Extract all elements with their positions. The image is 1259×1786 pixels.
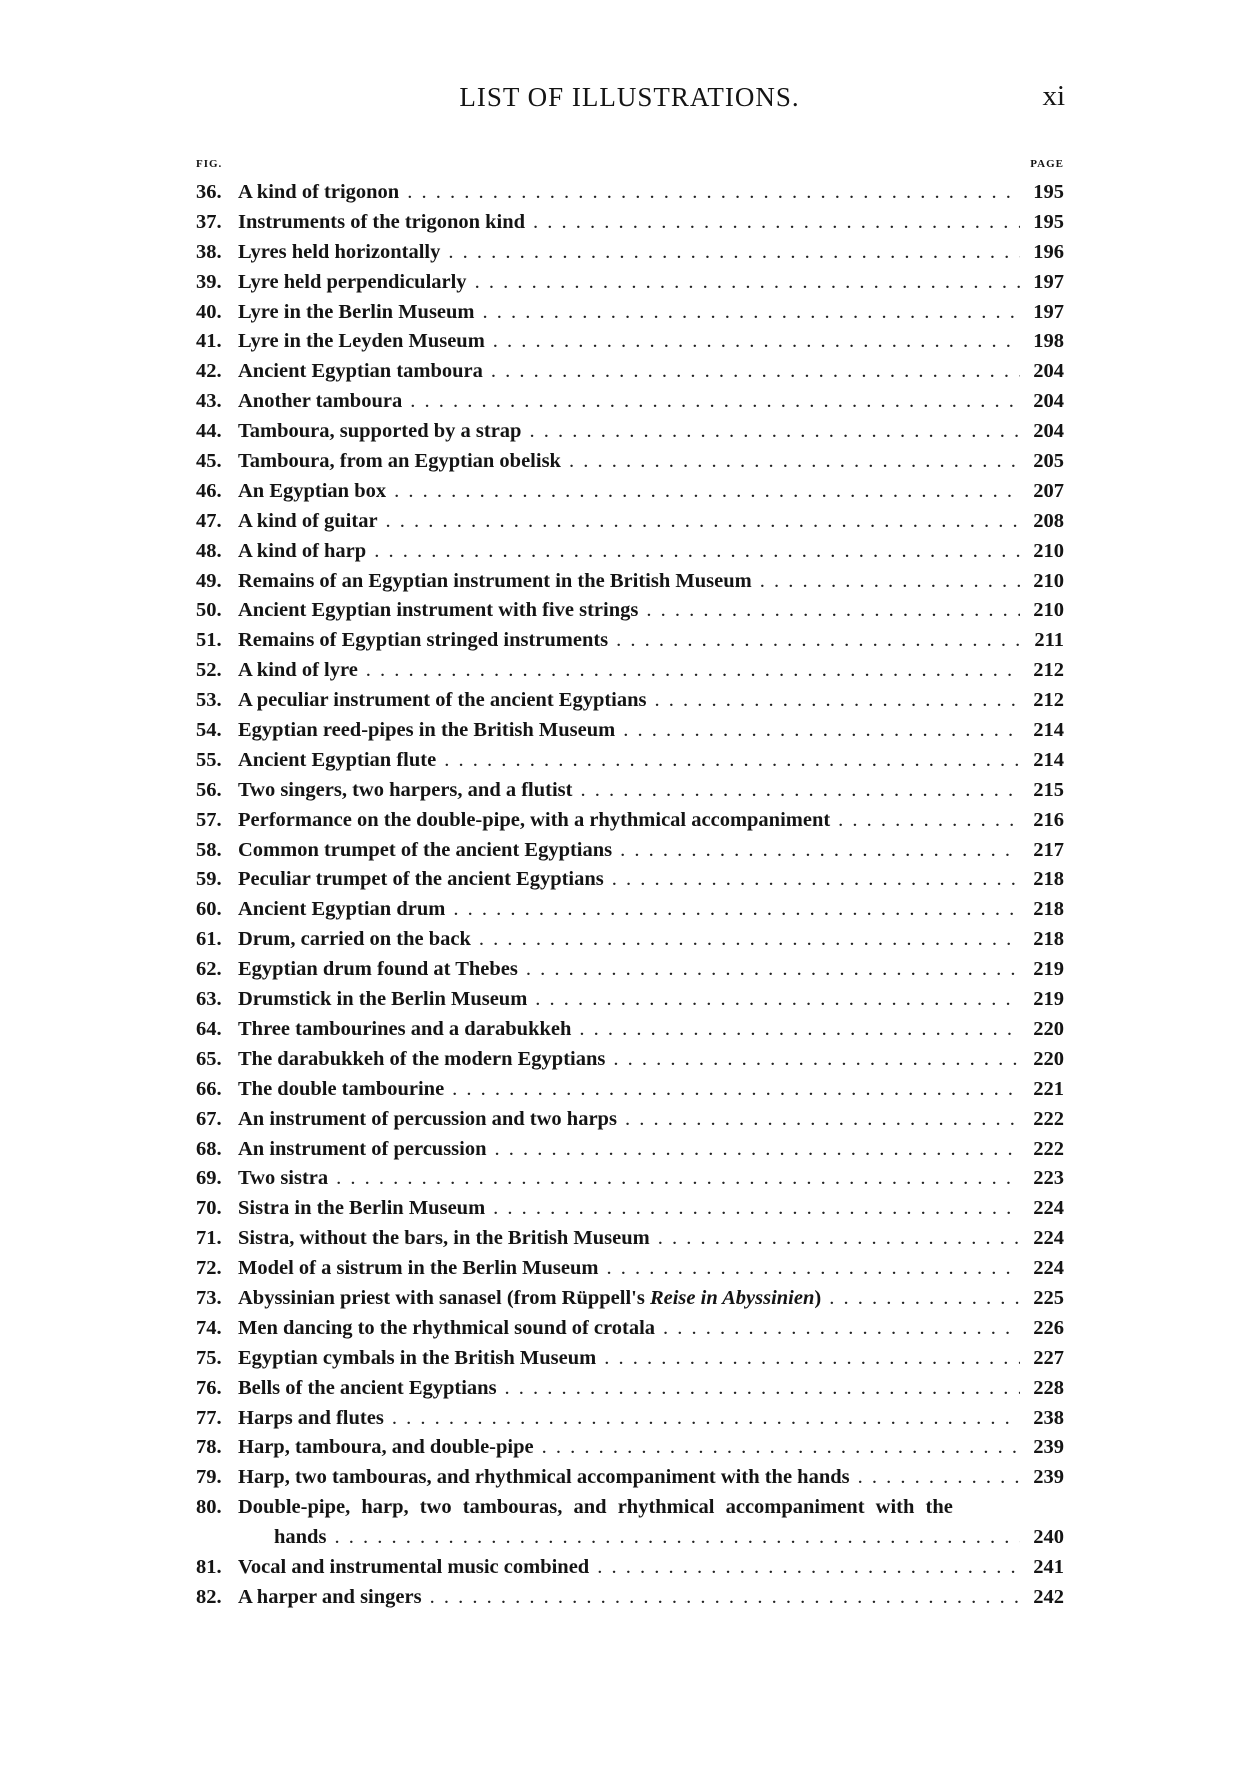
- fig-number: 40.: [196, 300, 222, 323]
- entry-page: 218: [1033, 928, 1064, 951]
- list-entry: [196, 178, 1064, 208]
- entry-page: 227: [1033, 1346, 1064, 1369]
- list-entry: [196, 1404, 1064, 1434]
- dot-leader: [394, 477, 1020, 507]
- dot-leader: [612, 865, 1020, 895]
- fig-number: 64.: [196, 1017, 222, 1040]
- fig-number: 61.: [196, 928, 222, 951]
- entry-title: An instrument of percussion: [238, 1137, 487, 1160]
- entry-title: Two sistra: [238, 1167, 329, 1190]
- entry-title: Ancient Egyptian flute: [238, 748, 437, 771]
- fig-number: 79.: [196, 1466, 222, 1489]
- entry-title: Ancient Egyptian drum: [238, 898, 446, 921]
- entry-page: 205: [1033, 450, 1064, 473]
- entry-title: Two singers, two harpers, and a flutist: [238, 778, 573, 801]
- entry-page: 242: [1033, 1585, 1064, 1608]
- entry-page: 198: [1033, 330, 1064, 353]
- dot-leader: [444, 746, 1020, 776]
- entry-page: 224: [1033, 1227, 1064, 1250]
- fig-number: 42.: [196, 360, 222, 383]
- entry-title: Ancient Egyptian instrument with five strings: [238, 599, 639, 622]
- fig-number: 39.: [196, 270, 222, 293]
- dot-leader: [760, 567, 1020, 597]
- entry-page: 241: [1033, 1555, 1064, 1578]
- dot-leader: [366, 656, 1020, 686]
- fig-number: 45.: [196, 450, 222, 473]
- entry-title: Tamboura, supported by a strap: [238, 420, 522, 443]
- entry-page: 220: [1033, 1017, 1064, 1040]
- entry-title: Double-pipe, harp, two tambouras, and rhythmical accompaniment with the: [238, 1496, 953, 1519]
- entry-page: 222: [1033, 1107, 1064, 1130]
- entry-title: [238, 1284, 821, 1314]
- entry-page: 216: [1033, 808, 1064, 831]
- fig-number: 73.: [196, 1286, 222, 1309]
- fig-number: 70.: [196, 1197, 222, 1220]
- list-entry: [196, 1493, 1064, 1553]
- entry-title: Performance on the double-pipe, with a rhythmical accompaniment: [238, 808, 831, 831]
- entry-title: Model of a sistrum in the Berlin Museum: [238, 1257, 599, 1280]
- fig-number: 59.: [196, 868, 222, 891]
- list-entry: [196, 1314, 1064, 1344]
- entry-title: Harp, two tambouras, and rhythmical accompaniment with the hands: [238, 1466, 850, 1489]
- dot-leader: [613, 1045, 1020, 1075]
- entry-title: Harps and flutes: [238, 1406, 384, 1429]
- entry-page: 223: [1033, 1167, 1064, 1190]
- dot-leader: [386, 507, 1020, 537]
- list-entry: [196, 1194, 1064, 1224]
- dot-leader: [858, 1463, 1020, 1493]
- entry-title: An instrument of percussion and two harps: [238, 1107, 617, 1130]
- entry-page: 210: [1033, 569, 1064, 592]
- entry-page: 228: [1033, 1376, 1064, 1399]
- entry-title: Men dancing to the rhythmical sound of crotala: [238, 1316, 656, 1339]
- entry-page: 197: [1033, 270, 1064, 293]
- dot-leader: [569, 447, 1020, 477]
- list-entry: [196, 1015, 1064, 1045]
- entry-page: 208: [1033, 509, 1064, 532]
- list-entry: [196, 327, 1064, 357]
- dot-leader: [597, 1553, 1020, 1583]
- list-entry: [196, 656, 1064, 686]
- dot-leader: [407, 178, 1020, 208]
- list-entry: [196, 1135, 1064, 1165]
- entry-title: A peculiar instrument of the ancient Egyptians: [238, 689, 647, 712]
- list-entry: [196, 1284, 1064, 1314]
- list-entry: [196, 925, 1064, 955]
- list-entry: [196, 865, 1064, 895]
- list-entry: [196, 268, 1064, 298]
- list-entry: [196, 1374, 1064, 1404]
- entry-page: 212: [1033, 659, 1064, 682]
- page-column-header: PAGE: [1030, 158, 1064, 170]
- fig-number: 71.: [196, 1227, 222, 1250]
- entry-page: 222: [1033, 1137, 1064, 1160]
- list-entry: [196, 507, 1064, 537]
- entry-title: Remains of Egyptian stringed instruments: [238, 629, 609, 652]
- fig-number: 68.: [196, 1137, 222, 1160]
- list-entry: [196, 746, 1064, 776]
- list-entry: [196, 776, 1064, 806]
- list-entry: [196, 1105, 1064, 1135]
- entry-title: Another tamboura: [238, 390, 403, 413]
- entry-title: An Egyptian box: [238, 479, 387, 502]
- running-head: [0, 82, 1259, 122]
- fig-number: 72.: [196, 1257, 222, 1280]
- dot-leader: [526, 955, 1020, 985]
- dot-leader: [452, 1075, 1020, 1105]
- fig-number: 53.: [196, 689, 222, 712]
- dot-leader: [491, 357, 1020, 387]
- entry-title: Drum, carried on the back: [238, 928, 471, 951]
- entry-page: 218: [1033, 898, 1064, 921]
- dot-leader: [620, 836, 1020, 866]
- fig-number: 43.: [196, 390, 222, 413]
- fig-number: 80.: [196, 1496, 222, 1519]
- entry-title: Egyptian reed-pipes in the British Museum: [238, 719, 616, 742]
- entry-title-text: Abyssinian priest with sanasel (from Rüppell's: [238, 1286, 650, 1309]
- entry-page: 224: [1033, 1197, 1064, 1220]
- entry-title: Lyre in the Berlin Museum: [238, 300, 475, 323]
- entry-title-text: ): [814, 1286, 822, 1309]
- fig-number: 44.: [196, 420, 222, 443]
- fig-number: 67.: [196, 1107, 222, 1130]
- entry-title: Sistra, without the bars, in the British Museum: [238, 1227, 650, 1250]
- dot-leader: [580, 776, 1020, 806]
- entry-title: Bells of the ancient Egyptians: [238, 1376, 497, 1399]
- entry-page: 220: [1033, 1047, 1064, 1070]
- entry-page: 211: [1034, 629, 1064, 652]
- dot-leader: [542, 1433, 1020, 1463]
- fig-number: 56.: [196, 778, 222, 801]
- fig-number: 54.: [196, 719, 222, 742]
- dot-leader: [623, 716, 1020, 746]
- entry-page: 221: [1033, 1077, 1064, 1100]
- fig-number: 48.: [196, 539, 222, 562]
- fig-number: 38.: [196, 240, 222, 263]
- entry-title: Egyptian cymbals in the British Museum: [238, 1346, 597, 1369]
- entry-page: 239: [1033, 1436, 1064, 1459]
- entry-title: Lyre held perpendicularly: [238, 270, 467, 293]
- page-number: xi: [1042, 80, 1065, 112]
- list-entry: [196, 447, 1064, 477]
- entry-title: The darabukkeh of the modern Egyptians: [238, 1047, 606, 1070]
- entry-title-continued: hands: [274, 1526, 327, 1549]
- list-entry: [196, 298, 1064, 328]
- entry-page: 218: [1033, 868, 1064, 891]
- fig-number: 75.: [196, 1346, 222, 1369]
- entry-title: Drumstick in the Berlin Museum: [238, 988, 528, 1011]
- entry-line-2: [196, 1523, 1064, 1553]
- entry-page: 195: [1033, 181, 1064, 203]
- fig-number: 36.: [196, 181, 222, 203]
- fig-number: 58.: [196, 838, 222, 861]
- list-entry: [196, 1164, 1064, 1194]
- entry-page: 210: [1033, 599, 1064, 622]
- list-entry: [196, 626, 1064, 656]
- fig-number: 50.: [196, 599, 222, 622]
- entry-page: 219: [1033, 988, 1064, 1011]
- entry-page: 197: [1033, 300, 1064, 323]
- list-entry: [196, 716, 1064, 746]
- fig-number: 74.: [196, 1316, 222, 1339]
- dot-leader: [604, 1344, 1020, 1374]
- entry-page: 240: [1033, 1526, 1064, 1549]
- list-entry: [196, 1344, 1064, 1374]
- dot-leader: [535, 985, 1020, 1015]
- dot-leader: [392, 1404, 1020, 1434]
- fig-number: 63.: [196, 988, 222, 1011]
- list-entry: [196, 1224, 1064, 1254]
- list-entry: [196, 1463, 1064, 1493]
- dot-leader: [606, 1254, 1020, 1284]
- dot-leader: [533, 208, 1020, 238]
- entry-title: Lyres held horizontally: [238, 240, 441, 263]
- dot-leader: [336, 1164, 1020, 1194]
- list-entry: [196, 1075, 1064, 1105]
- dot-leader: [529, 417, 1020, 447]
- dot-leader: [838, 806, 1020, 836]
- dot-leader: [410, 387, 1020, 417]
- dot-leader: [430, 1583, 1020, 1613]
- list-entry: [196, 985, 1064, 1015]
- fig-number: 55.: [196, 748, 222, 771]
- fig-number: 62.: [196, 958, 222, 981]
- dot-leader: [616, 626, 1020, 656]
- running-title: LIST OF ILLUSTRATIONS.: [459, 82, 800, 112]
- entry-page: 225: [1033, 1286, 1064, 1309]
- entry-page: 207: [1033, 479, 1064, 502]
- entry-page: 196: [1033, 240, 1064, 263]
- fig-column-header: FIG.: [196, 158, 223, 170]
- entry-line-1: [196, 1493, 1064, 1523]
- fig-number: 52.: [196, 659, 222, 682]
- entry-title: A kind of lyre: [238, 659, 358, 682]
- list-entry: [196, 955, 1064, 985]
- list-entry: [196, 1553, 1064, 1583]
- entry-title: A kind of trigonon: [238, 181, 400, 203]
- dot-leader: [658, 1224, 1020, 1254]
- fig-number: 57.: [196, 808, 222, 831]
- fig-number: 81.: [196, 1555, 222, 1578]
- entry-page: 215: [1033, 778, 1064, 801]
- entry-page: 212: [1033, 689, 1064, 712]
- dot-leader: [646, 596, 1020, 626]
- entry-page: 195: [1033, 210, 1064, 233]
- fig-number: 51.: [196, 629, 222, 652]
- dot-leader: [483, 298, 1020, 328]
- entry-title: Egyptian drum found at Thebes: [238, 958, 518, 981]
- fig-number: 66.: [196, 1077, 222, 1100]
- dot-leader: [625, 1105, 1020, 1135]
- entry-page: 217: [1033, 838, 1064, 861]
- fig-number: 69.: [196, 1167, 222, 1190]
- list-entry: [196, 567, 1064, 597]
- dot-leader: [475, 268, 1020, 298]
- fig-number: 65.: [196, 1047, 222, 1070]
- list-entry: [196, 537, 1064, 567]
- entry-page: 219: [1033, 958, 1064, 981]
- dot-leader: [663, 1314, 1020, 1344]
- entry-page: 224: [1033, 1257, 1064, 1280]
- fig-number: 60.: [196, 898, 222, 921]
- entry-title: A harper and singers: [238, 1585, 422, 1608]
- dot-leader: [448, 238, 1020, 268]
- fig-number: 46.: [196, 479, 222, 502]
- fig-number: 78.: [196, 1436, 222, 1459]
- entry-title: Common trumpet of the ancient Egyptians: [238, 838, 613, 861]
- dot-leader: [479, 925, 1020, 955]
- entry-page: 204: [1033, 390, 1064, 413]
- dot-leader: [829, 1284, 1020, 1314]
- entry-title: A kind of harp: [238, 539, 367, 562]
- list-entry: [196, 686, 1064, 716]
- dot-leader: [493, 327, 1020, 357]
- list-entry: [196, 208, 1064, 238]
- list-entry: [196, 806, 1064, 836]
- entry-title: Three tambourines and a darabukkeh: [238, 1017, 572, 1040]
- dot-leader: [655, 686, 1021, 716]
- list-entry: [196, 1433, 1064, 1463]
- fig-number: 49.: [196, 569, 222, 592]
- entry-title: Lyre in the Leyden Museum: [238, 330, 485, 353]
- column-headers: [196, 158, 1064, 174]
- illustrations-list: [196, 178, 1064, 1613]
- fig-number: 77.: [196, 1406, 222, 1429]
- fig-number: 37.: [196, 210, 222, 233]
- entry-title: A kind of guitar: [238, 509, 378, 532]
- entry-page: 204: [1033, 360, 1064, 383]
- fig-number: 47.: [196, 509, 222, 532]
- fig-number: 82.: [196, 1585, 222, 1608]
- list-entry: [196, 238, 1064, 268]
- entry-title-italic: Reise in Abyssinien: [649, 1286, 815, 1309]
- entry-page: 239: [1033, 1466, 1064, 1489]
- dot-leader: [493, 1194, 1020, 1224]
- entry-title: Peculiar trumpet of the ancient Egyptians: [238, 868, 604, 891]
- list-entry: [196, 1583, 1064, 1613]
- entry-page: 238: [1033, 1406, 1064, 1429]
- entry-title: Ancient Egyptian tamboura: [238, 360, 483, 383]
- dot-leader: [374, 537, 1020, 567]
- list-entry: [196, 1045, 1064, 1075]
- fig-number: 41.: [196, 330, 222, 353]
- entry-title: Tamboura, from an Egyptian obelisk: [238, 450, 561, 473]
- list-entry: [196, 1254, 1064, 1284]
- fig-number: 76.: [196, 1376, 222, 1399]
- entry-title: Instruments of the trigonon kind: [238, 210, 526, 233]
- entry-page: 214: [1033, 748, 1064, 771]
- list-entry: [196, 387, 1064, 417]
- entry-title: Vocal and instrumental music combined: [238, 1555, 590, 1578]
- entry-page: 226: [1033, 1316, 1064, 1339]
- dot-leader: [505, 1374, 1020, 1404]
- entry-title: Remains of an Egyptian instrument in the British Museum: [238, 569, 752, 592]
- entry-title: Sistra in the Berlin Museum: [238, 1197, 486, 1220]
- list-entry: [196, 836, 1064, 866]
- list-entry: [196, 477, 1064, 507]
- list-entry: [196, 357, 1064, 387]
- dot-leader: [453, 895, 1020, 925]
- entry-title: The double tambourine: [238, 1077, 445, 1100]
- list-entry: [196, 895, 1064, 925]
- list-entry: [196, 596, 1064, 626]
- dot-leader: [334, 1523, 1020, 1553]
- entry-page: 210: [1033, 539, 1064, 562]
- dot-leader: [579, 1015, 1020, 1045]
- list-entry: [196, 417, 1064, 447]
- entry-title: Harp, tamboura, and double-pipe: [238, 1436, 534, 1459]
- entry-page: 214: [1033, 719, 1064, 742]
- entry-page: 204: [1033, 420, 1064, 443]
- dot-leader: [495, 1135, 1021, 1165]
